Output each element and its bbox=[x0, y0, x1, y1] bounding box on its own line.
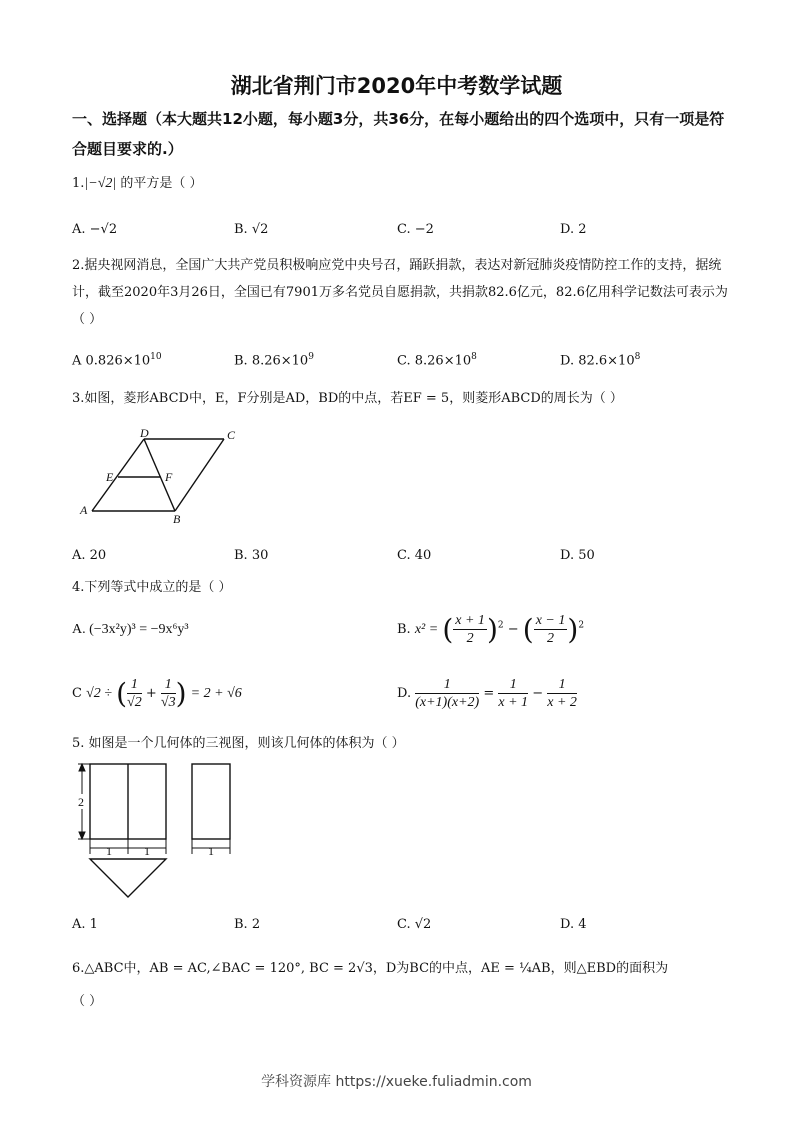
q1-option-b: B. √2 bbox=[234, 222, 269, 237]
q4-d-den2: x + 1 bbox=[498, 695, 529, 710]
q1-number: 1. bbox=[72, 176, 85, 191]
q4-b-den2: 2 bbox=[547, 631, 555, 646]
q4-c-lhs: √2 ÷ bbox=[86, 686, 112, 701]
paren-close: ) bbox=[175, 677, 187, 710]
question-3: 3.如图，菱形ABCD中，E，F分别是AD，BD的中点，若EF = 5，则菱形ABCD的周长为（ ） bbox=[72, 391, 623, 406]
q1-expression: |−√2| bbox=[84, 176, 117, 191]
q4-option-d-label: D. bbox=[397, 686, 412, 701]
question-2: 2.据央视网消息，全国广大共产党员积极响应党中央号召，踊跃捐款，表达对新冠肺炎疫情防控工作的支持，据统计，截至2020年3月26日，全国已有7901万多名党员自愿捐款，共捐款82.6亿元，82.6亿用科学记数法可表示为（ ） bbox=[72, 258, 728, 327]
q3-option-b: B. 30 bbox=[234, 548, 269, 563]
page-title: 湖北省荆门市2020年中考数学试题 bbox=[230, 74, 563, 98]
q4-option-b-label: B. bbox=[397, 622, 411, 637]
edge-bc bbox=[175, 439, 224, 511]
label-d: D bbox=[140, 426, 149, 440]
q4-b-num2: x − 1 bbox=[535, 613, 566, 628]
question-6: 6.△ABC中，AB = AC,∠BAC = 120°, BC = 2√3，D为BC的中点，AE = ¼AB，则△EBD的面积为 bbox=[72, 961, 669, 976]
top-view bbox=[90, 859, 166, 897]
q4-b-frac1 bbox=[453, 612, 487, 647]
q2-option-a-base: A 0.826×10 bbox=[72, 353, 151, 369]
q4-d-num1: 1 bbox=[415, 676, 479, 694]
q2-option-d-exp: 8 bbox=[634, 352, 641, 362]
q1-option-c: C. −2 bbox=[397, 222, 434, 237]
q2-option-b-base: B. 8.26×10 bbox=[234, 353, 309, 369]
q1-text: 的平方是（ ） bbox=[120, 176, 203, 191]
question-5: 5. 如图是一个几何体的三视图，则该几何体的体积为（ ） bbox=[72, 736, 405, 751]
label-c: C bbox=[227, 428, 236, 442]
q4-d-den1: (x+1)(x+2) bbox=[415, 695, 480, 710]
q4-d-frac2 bbox=[498, 676, 528, 711]
paren-close: ) bbox=[567, 613, 579, 646]
q4-b-den1: 2 bbox=[466, 631, 474, 646]
paren-open: ( bbox=[116, 677, 128, 710]
q4-b-lhs: x² = bbox=[414, 622, 439, 637]
label-a: A bbox=[80, 503, 88, 517]
q2-option-c bbox=[397, 352, 477, 368]
q4-d-num3: 1 bbox=[547, 676, 577, 694]
q2-option-a bbox=[72, 352, 162, 368]
q4-c-rhs: = 2 + √6 bbox=[190, 686, 242, 701]
dim-height-label: 2 bbox=[78, 795, 84, 809]
q1-option-a: A. −√2 bbox=[72, 222, 118, 237]
q4-option-d: D. $\frac{1}{(x+1)(x+2)}$ = $\frac{1}{x + 1}$ − $\frac{1}{x + 2}$ bbox=[397, 677, 577, 710]
footer-source: 学科资源库 https://xueke.fuliadmin.com bbox=[261, 1074, 532, 1090]
q5-option-d: D. 4 bbox=[560, 917, 587, 932]
q2-option-a-exp: 10 bbox=[150, 352, 162, 362]
question-4: 4.下列等式中成立的是（ ） bbox=[72, 580, 232, 595]
q4-c-num1: 1 bbox=[127, 676, 142, 694]
q4-b-frac2 bbox=[534, 612, 568, 647]
q4-c-num2: 1 bbox=[161, 676, 176, 694]
q4-b-num1: x + 1 bbox=[455, 613, 485, 628]
edge-da bbox=[92, 439, 144, 511]
q1-option-d: D. 2 bbox=[560, 222, 587, 237]
q4-c-frac1 bbox=[127, 676, 142, 711]
q2-option-b bbox=[234, 352, 314, 368]
q4-option-a: A. (−3x²y)³ = −9x⁶y³ bbox=[72, 622, 189, 637]
q4-option-c: C √2 ÷ ( $\frac{1}{√2}$ + $\frac{1}{√3}$ ) = 2 + √6 bbox=[72, 677, 242, 710]
q4-d-frac1 bbox=[415, 676, 479, 711]
dim-width-label-2: 1 bbox=[144, 844, 150, 858]
section-heading: 一、选择题（本大题共12小题，每小题3分，共36分，在每小题给出的四个选项中，只有一项是符合题目要求的.） bbox=[72, 110, 725, 158]
label-f: F bbox=[165, 470, 173, 484]
question-1 bbox=[72, 174, 203, 194]
dim-side-label: 1 bbox=[208, 844, 214, 858]
q3-option-a: A. 20 bbox=[72, 548, 107, 563]
q5-option-a: A. 1 bbox=[72, 917, 98, 932]
three-view-figure bbox=[70, 758, 245, 908]
side-view bbox=[192, 764, 230, 839]
q2-option-b-exp: 9 bbox=[308, 352, 314, 362]
q4-c-den1: √2 bbox=[127, 695, 142, 710]
q3-option-d: D. 50 bbox=[560, 548, 595, 563]
q2-option-c-exp: 8 bbox=[471, 352, 477, 362]
q4-option-c-label: C bbox=[72, 686, 82, 701]
q2-option-d-base: D. 82.6×10 bbox=[560, 353, 635, 369]
arrowhead bbox=[79, 764, 85, 771]
label-e: E bbox=[106, 470, 114, 484]
q3-option-c: C. 40 bbox=[397, 548, 432, 563]
q2-option-d bbox=[560, 352, 640, 368]
paren-open: ( bbox=[442, 613, 454, 646]
q4-c-frac2 bbox=[161, 676, 176, 711]
dim-width-label-1: 1 bbox=[106, 844, 112, 858]
label-b: B bbox=[173, 512, 181, 525]
rhombus-figure bbox=[76, 425, 246, 525]
q4-d-num2: 1 bbox=[498, 676, 528, 694]
q5-option-b: B. 2 bbox=[234, 917, 261, 932]
q4-d-frac3 bbox=[547, 676, 577, 711]
q4-option-b: B. x² = ( $\frac{x + 1}{2}$ )$^2$ − ( $\frac{x - 1}{2}$ )$^2$ bbox=[397, 613, 585, 646]
q4-c-den2: √3 bbox=[160, 695, 176, 710]
paren-close: ) bbox=[486, 613, 498, 646]
q5-option-c: C. √2 bbox=[397, 917, 432, 932]
arrowhead bbox=[79, 832, 85, 839]
question-6-answer-bracket: （ ） bbox=[72, 994, 103, 1009]
paren-open: ( bbox=[522, 613, 534, 646]
q4-d-den3: x + 2 bbox=[547, 695, 577, 710]
q2-option-c-base: C. 8.26×10 bbox=[397, 353, 472, 369]
